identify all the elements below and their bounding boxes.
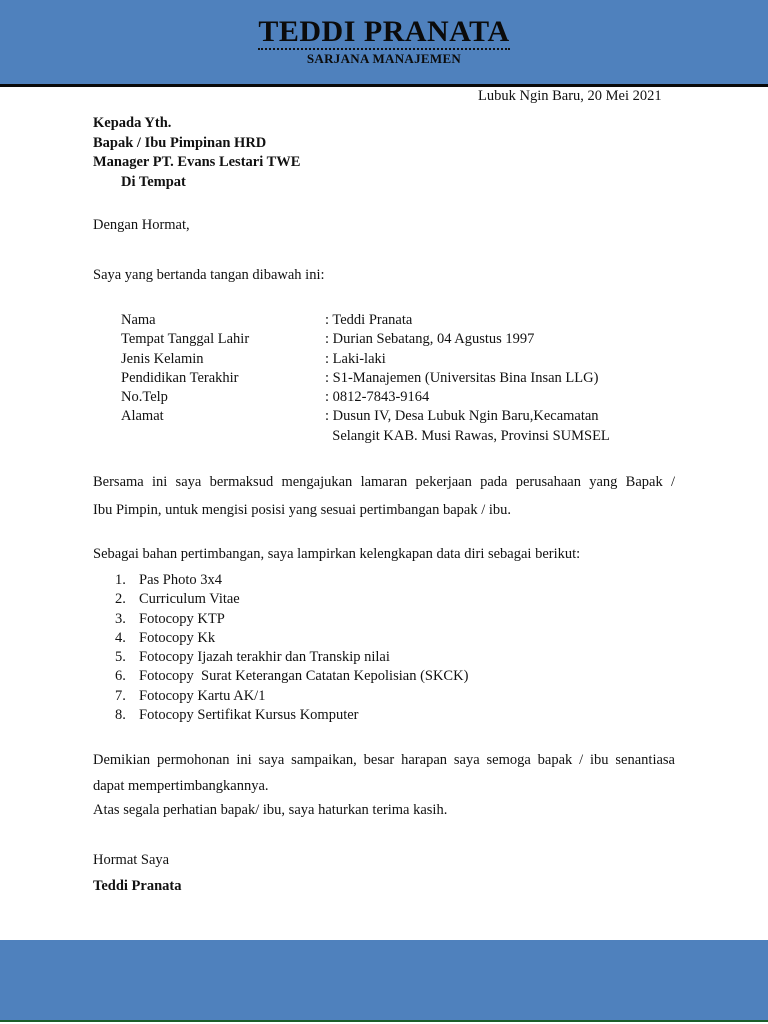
recipient-line-3: Manager PT. Evans Lestari TWE xyxy=(93,154,301,170)
list-text: Fotocopy Ijazah terakhir dan Transkip nilai xyxy=(139,649,390,666)
list-number: 7. xyxy=(115,687,126,704)
applicant-degree: SARJANA MANAJEMEN xyxy=(306,51,462,66)
closing-line-2: dapat mempertimbangkannya. xyxy=(93,778,269,794)
thanks-line: Atas segala perhatian bapak/ ibu, saya haturkan terima kasih. xyxy=(93,802,448,818)
detail-value: Selangit KAB. Musi Rawas, Provinsi SUMSEL xyxy=(325,427,610,444)
list-text: Curriculum Vitae xyxy=(139,591,240,608)
purpose-paragraph xyxy=(93,468,675,524)
detail-value: : Dusun IV, Desa Lubuk Ngin Baru,Kecamatan xyxy=(325,408,599,425)
detail-label: Jenis Kelamin xyxy=(121,350,204,367)
recipient-line-4: Di Tempat xyxy=(121,174,186,190)
list-text: Fotocopy Sertifikat Kursus Komputer xyxy=(139,707,359,724)
recipient-line-2: Bapak / Ibu Pimpinan HRD xyxy=(93,135,267,151)
applicant-name-title: TEDDI PRANATA xyxy=(258,15,510,48)
list-number: 3. xyxy=(115,610,126,627)
purpose-line-2: Ibu Pimpin, untuk mengisi posisi yang sesuai pertimbangan bapak / ibu. xyxy=(93,502,512,518)
detail-value: : S1-Manajemen (Universitas Bina Insan LLG) xyxy=(325,369,599,386)
detail-value: : 0812-7843-9164 xyxy=(325,389,430,406)
footer-banner xyxy=(0,940,768,1020)
recipient-line-1: Kepada Yth. xyxy=(93,115,172,131)
detail-label: Tempat Tanggal Lahir xyxy=(121,331,250,348)
salutation: Dengan Hormat, xyxy=(93,217,190,233)
detail-value: : Durian Sebatang, 04 Agustus 1997 xyxy=(325,331,535,348)
list-number: 4. xyxy=(115,629,126,646)
detail-label: Alamat xyxy=(121,408,164,425)
detail-value: : Laki-laki xyxy=(325,350,386,367)
list-number: 2. xyxy=(115,591,126,608)
purpose-line-1: Bersama ini saya bermaksud mengajukan lamaran pekerjaan pada perusahaan yang Bapak / xyxy=(93,474,675,490)
list-number: 6. xyxy=(115,668,126,685)
detail-label: Nama xyxy=(121,312,156,328)
intro-sentence: Saya yang bertanda tangan dibawah ini: xyxy=(93,267,325,283)
closing-line-1: Demikian permohonan ini saya sampaikan, besar harapan saya semoga bapak / ibu senantiasa xyxy=(93,752,675,768)
list-text: Fotocopy Kartu AK/1 xyxy=(139,687,266,704)
list-text: Fotocopy Surat Keterangan Catatan Kepolisian (SKCK) xyxy=(139,668,469,685)
list-text: Pas Photo 3x4 xyxy=(139,572,222,588)
detail-label: Pendidikan Terakhir xyxy=(121,369,239,386)
detail-value: : Teddi Pranata xyxy=(325,312,413,328)
detail-label: No.Telp xyxy=(121,389,168,406)
list-text: Fotocopy Kk xyxy=(139,629,216,646)
list-number: 1. xyxy=(115,572,126,588)
letterhead-banner xyxy=(0,0,768,87)
list-text: Fotocopy KTP xyxy=(139,610,225,627)
list-number: 5. xyxy=(115,649,126,666)
valediction: Hormat Saya xyxy=(93,852,170,868)
attachments-lead: Sebagai bahan pertimbangan, saya lampirkan kelengkapan data diri sebagai berikut: xyxy=(93,546,581,562)
signature-name: Teddi Pranata xyxy=(93,878,182,894)
place-date: Lubuk Ngin Baru, 20 Mei 2021 xyxy=(478,88,662,104)
footer-rule xyxy=(0,1020,768,1022)
list-number: 8. xyxy=(115,707,126,724)
closing-paragraph xyxy=(93,747,675,799)
